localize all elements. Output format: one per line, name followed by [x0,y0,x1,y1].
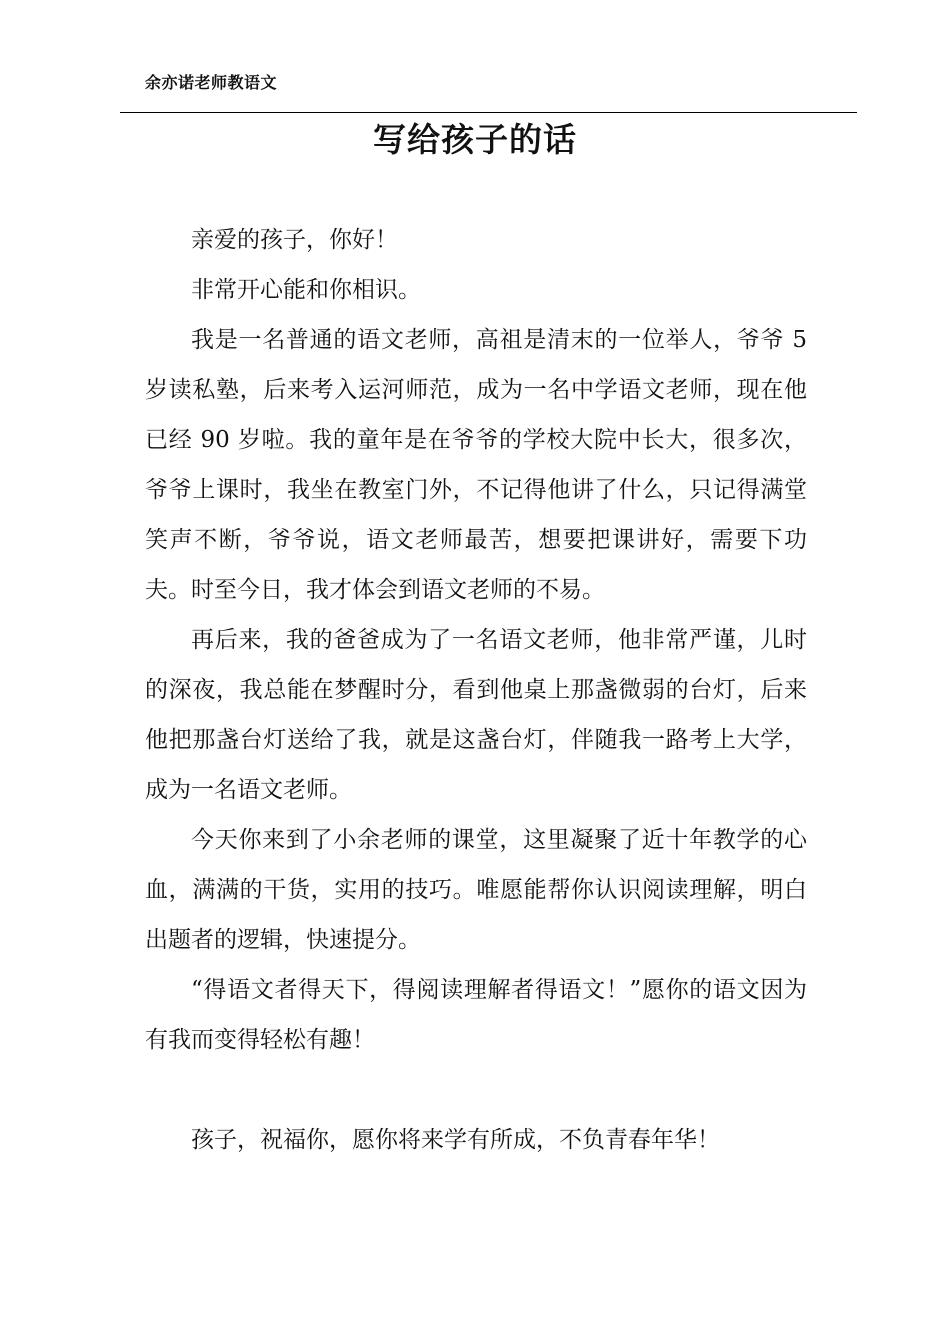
page-header-text: 余亦诺老师教语文 [145,73,278,92]
paragraph-intro: 非常开心能和你相识。 [191,277,421,303]
document-title: 写给孩子的话 [373,120,577,159]
document-body [145,215,807,1165]
paragraph-greeting: 亲爱的孩子，你好！ [191,227,398,253]
paragraph-closing: 孩子，祝福你，愿你将来学有所成，不负青春年华！ [191,1127,720,1153]
paragraph-grandfather: 我是一名普通的语文老师，高祖是清末的一位举人，爷爷 5 岁读私塾，后来考入运河师范，成为一名中学语文老师，现在他已经 90 岁啦。我的童年是在爷爷的学校大院中长大，很多次，爷爷上课时，我坐在教室门外，不记得他讲了什么，只记得满堂笑声不断，爷爷说，语文老师最苦，想要把课讲好，需要下功夫。时至今日，我才体会到语文老师的不易。 [145,327,807,603]
paragraph-classroom: 今天你来到了小余老师的课堂，这里凝聚了近十年教学的心血，满满的干货，实用的技巧。唯愿能帮你认识阅读理解，明白出题者的逻辑，快速提分。 [145,827,807,953]
paragraph-father: 再后来，我的爸爸成为了一名语文老师，他非常严谨，儿时的深夜，我总能在梦醒时分，看到他桌上那盏微弱的台灯，后来他把那盏台灯送给了我，就是这盏台灯，伴随我一路考上大学，成为一名语文老师。 [145,627,807,803]
header-divider [120,112,857,113]
paragraph-motto: “得语文者得天下，得阅读理解者得语文！”愿你的语文因为有我而变得轻松有趣！ [145,977,807,1053]
